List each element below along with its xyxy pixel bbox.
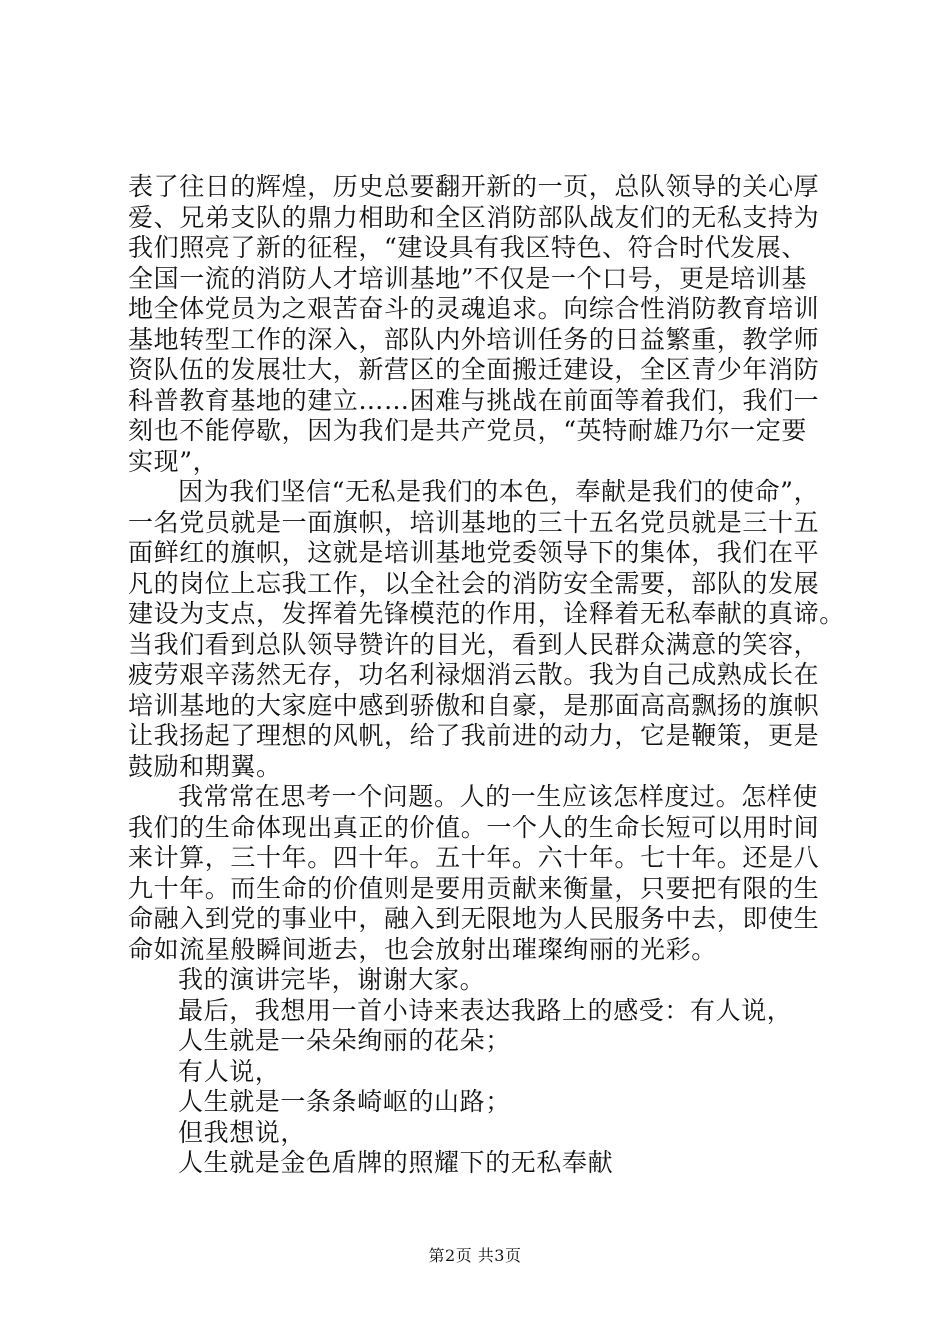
- text-line: 我常常在思考一个问题。人的一生应该怎样度过。怎样使: [178, 782, 819, 811]
- document-body: [128, 172, 845, 1179]
- text-line: 基地转型工作的深入，部队内外培训任务的日益繁重，教学师: [128, 324, 820, 354]
- text-line: 我们的生命体现出真正的价值。一个人的生命长短可以用时间: [128, 812, 820, 842]
- text-line: 人生就是金色盾牌的照耀下的无私奉献: [178, 1148, 614, 1177]
- text-line: 当我们看到总队领导赞许的目光，看到人民群众满意的笑容，: [128, 629, 820, 659]
- text-line: 我们照亮了新的征程，“建设具有我区特色、符合时代发展、: [128, 233, 807, 262]
- text-line: 九十年。而生命的价值则是要用贡献来衡量，只要把有限的生: [128, 873, 820, 903]
- text-line: 培训基地的大家庭中感到骄傲和自豪，是那面高高飘扬的旗帜: [128, 690, 820, 720]
- text-line: 最后，我想用一首小诗来表达我路上的感受：有人说，: [178, 995, 793, 1025]
- text-line: 实现”，: [128, 446, 219, 476]
- text-line: 人生就是一朵朵绚丽的花朵；: [178, 1026, 511, 1055]
- text-line: 命如流星般瞬间逝去，也会放射出璀璨绚丽的光彩。: [128, 934, 717, 964]
- text-line: 科普教育基地的建立……困难与挑战在前面等着我们，我们一: [128, 385, 820, 415]
- text-line: 资队伍的发展壮大，新营区的全面搬迁建设，全区青少年消防: [128, 355, 820, 384]
- text-line: 表了往日的辉煌，历史总要翻开新的一页，总队领导的关心厚: [128, 172, 820, 201]
- text-line: 地全体党员为之艰苦奋斗的灵魂追求。向综合性消防教育培训: [128, 294, 820, 323]
- text-line: 因为我们坚信“无私是我们的本色，奉献是我们的使命”，: [178, 477, 820, 506]
- text-line: 凡的岗位上忘我工作，以全社会的消防安全需要，部队的发展: [128, 568, 820, 598]
- text-line: 建设为支点，发挥着先锋模范的作用，诠释着无私奉献的真谛。: [128, 599, 845, 628]
- text-line: 疲劳艰辛荡然无存，功名利禄烟消云散。我为自己成熟成长在: [128, 660, 820, 689]
- text-line: 人生就是一条条崎岖的山路；: [178, 1087, 511, 1116]
- text-line: 有人说，: [178, 1056, 281, 1086]
- text-line: 让我扬起了理想的风帆，给了我前进的动力，它是鞭策，更是: [128, 721, 820, 750]
- text-line: 一名党员就是一面旗帜，培训基地的三十五名党员就是三十五: [128, 507, 820, 537]
- text-line: 刻也不能停歇，因为我们是共产党员，“英特耐雄乃尔一定要: [128, 416, 807, 445]
- text-line: 鼓励和期翼。: [128, 751, 282, 781]
- text-line: 我的演讲完毕，谢谢大家。: [178, 965, 486, 994]
- text-line: 来计算，三十年。四十年。五十年。六十年。七十年。还是八: [128, 843, 820, 872]
- text-line: 全国一流的消防人才培训基地”不仅是一个口号，更是培训基: [128, 263, 807, 293]
- text-line: 面鲜红的旗帜，这就是培训基地党委领导下的集体，我们在平: [128, 538, 820, 567]
- text-line: 命融入到党的事业中，融入到无限地为人民服务中去，即使生: [128, 904, 820, 933]
- page-number-footer: 第2页 共3页: [428, 1246, 522, 1265]
- text-line: 但我想说，: [178, 1117, 307, 1147]
- text-line: 爱、兄弟支队的鼎力相助和全区消防部队战友们的无私支持为: [128, 202, 820, 232]
